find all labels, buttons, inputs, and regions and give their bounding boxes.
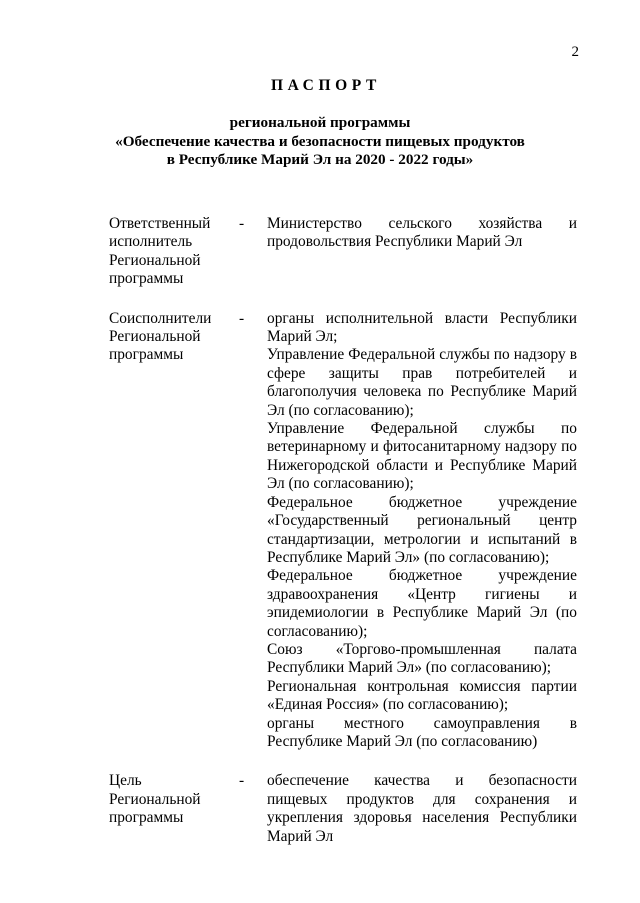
row-paragraph: Управление Федеральной службы по надзору в сфере защиты прав потребителей и благополучия человека по Республике Марий Эл (по согласованию); xyxy=(267,346,577,419)
row-paragraph: Федеральное бюджетное учреждение «Государственный региональный центр стандартизации, метрологии и испытаний в Республике Марий Эл» (по согласованию); xyxy=(267,493,577,566)
subtitle-line: «Обеспечение качества и безопасности пищевых продуктов xyxy=(115,132,525,150)
passport-row-co-executors xyxy=(109,310,577,752)
passport-row-goal xyxy=(109,772,577,846)
row-paragraph: органы исполнительной власти Республики Марий Эл; xyxy=(267,309,577,346)
row-paragraph: органы местного самоуправления в Республике Марий Эл (по согласованию) xyxy=(267,714,577,750)
row-paragraph: Управление Федеральной службы по ветеринарному и фитосанитарному надзору по Нижегородской области и Республике Марий Эл (по согласованию); xyxy=(267,420,577,493)
row-dash: - xyxy=(239,309,245,327)
row-paragraph: Министерство сельского хозяйства и продовольствия Республики Марий Эл xyxy=(267,215,577,251)
row-label: Ответственный исполнитель Региональной программы xyxy=(109,215,211,288)
row-paragraph: обеспечение качества и безопасности пищевых продуктов для сохранения и укрепления здоровья населения Республики Марий Эл xyxy=(267,772,577,845)
row-label: Соисполнители Региональной программы xyxy=(109,309,212,364)
row-dash: - xyxy=(239,215,245,232)
document-header xyxy=(0,77,640,170)
row-paragraph: Региональная контрольная комиссия партии «Единая Россия» (по согласованию); xyxy=(267,677,577,714)
row-paragraph: Федеральное бюджетное учреждение здравоохранения «Центр гигиены и эпидемиологии в Республике Марий Эл (по согласованию); xyxy=(267,567,577,640)
subtitle-line: региональной программы xyxy=(229,114,411,131)
subtitle-line: в Республике Марий Эл на 2020 - 2022 годы» xyxy=(166,151,474,169)
passport-table xyxy=(109,215,577,846)
document-subtitle xyxy=(0,114,640,170)
row-content xyxy=(267,772,577,846)
row-label: Цель Региональной программы xyxy=(109,772,201,827)
page-number: 2 xyxy=(571,44,579,60)
row-dash: - xyxy=(239,772,245,790)
passport-row-responsible xyxy=(109,215,577,289)
row-paragraph: Союз «Торгово-промышленная палата Республики Марий Эл» (по согласованию); xyxy=(267,640,577,677)
document-title: ПАСПОРТ xyxy=(271,77,381,94)
row-content xyxy=(267,215,577,252)
row-content xyxy=(267,310,577,752)
